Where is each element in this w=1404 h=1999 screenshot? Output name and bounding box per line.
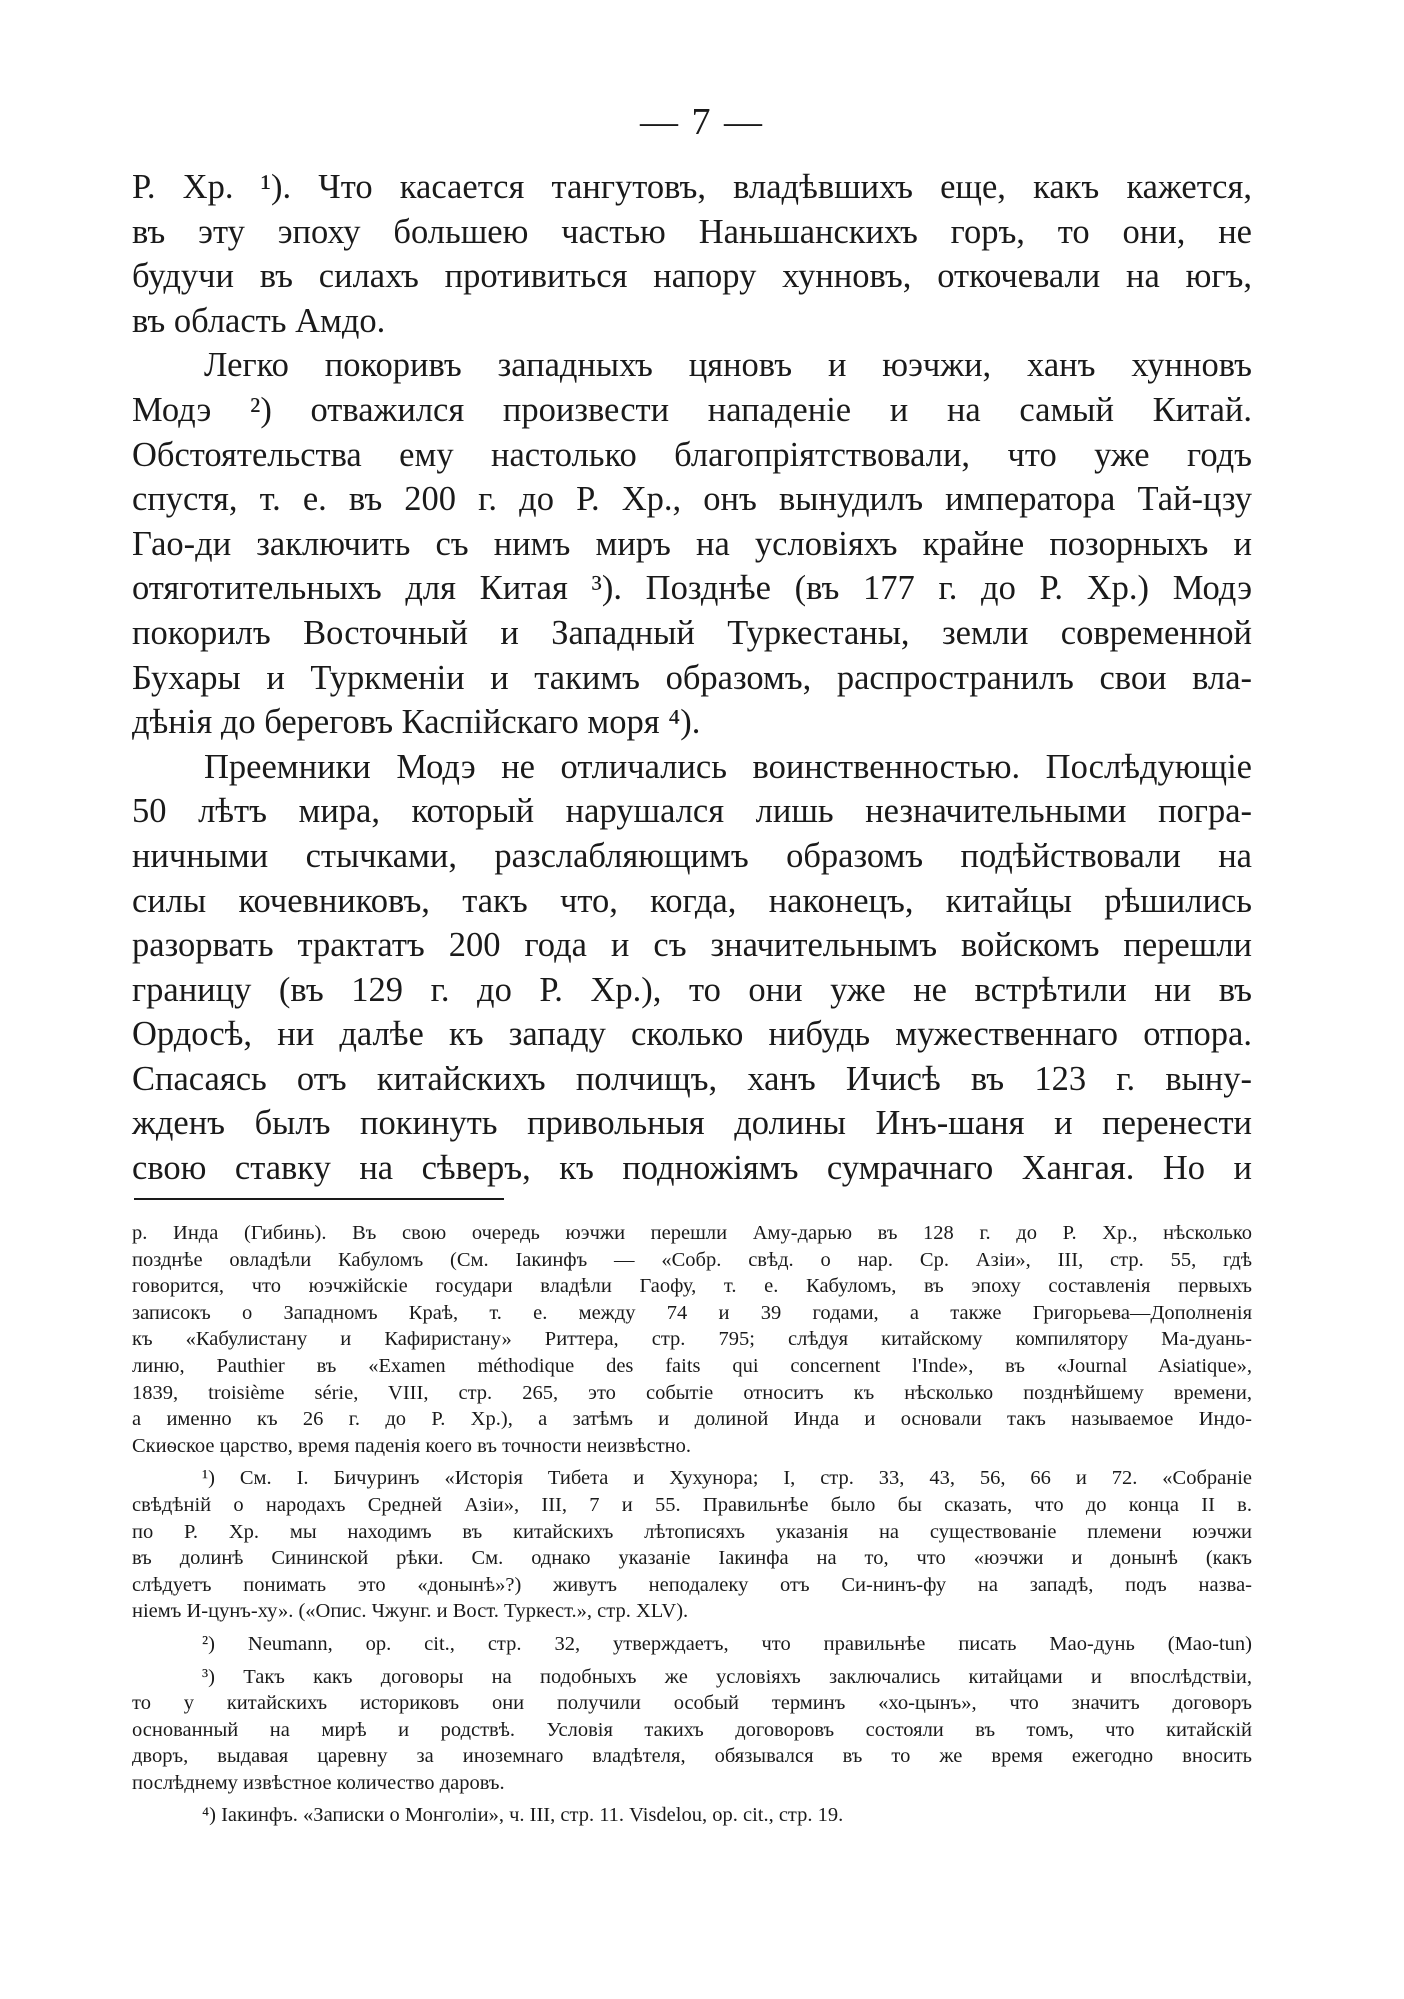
footnote-divider — [134, 1198, 504, 1200]
text-line: отяготительныхъ для Китая ³). Позднѣе (въ 177 г. до Р. Хр.) Модэ — [132, 569, 1252, 608]
footnote-4: ⁴) Іакинфъ. «Записки о Монголіи», ч. III, стр. 11. Visdelou, op. cit., стр. 19. — [202, 1804, 844, 1827]
footnote-line: позднѣе овладѣли Кабуломъ (См. Іакинфъ — «Собр. свѣд. о нар. Ср. Азіи», III, стр. 55, гдѣ — [132, 1248, 1252, 1271]
text-line: свою ставку на сѣверъ, къ подножіямъ сумрачнаго Хангая. Но и — [132, 1149, 1252, 1188]
footnote-line: записокъ о Западномъ Краѣ, т. е. между 74 и 39 годами, а также Григорьева—Дополненія — [132, 1301, 1252, 1324]
footnote-line: въ долинѣ Сининской рѣки. См. однако указаніе Іакинфа на то, что «юэчжи и донынѣ (какъ — [132, 1547, 1252, 1570]
text-line: Легко покоривъ западныхъ цяновъ и юэчжи, ханъ хунновъ — [204, 346, 1252, 385]
text-line: въ эту эпоху большею частью Наньшанскихъ горъ, то они, не — [132, 212, 1252, 251]
text-line: Гао-ди заключить съ нимъ миръ на условіяхъ крайне позорныхъ и — [132, 524, 1252, 563]
text-line: жденъ былъ покинуть привольныя долины Инъ-шаня и перенести — [132, 1104, 1252, 1143]
footnotes — [132, 1220, 1252, 1829]
footnote-3: ³) Такъ какъ договоры на подобныхъ же условіяхъ заключались китайцами и впослѣдствіи, — [202, 1665, 1252, 1688]
text-line: Спасаясь отъ китайскихъ полчищъ, ханъ Ичисѣ въ 123 г. выну- — [132, 1059, 1252, 1098]
text-line: силы кочевниковъ, такъ что, когда, наконецъ, китайцы рѣшились — [132, 881, 1252, 920]
footnote-2: ²) Neumann, op. cit., стр. 32, утверждаетъ, что правильнѣе писать Мао-дунь (Mao-tun) — [202, 1632, 1252, 1655]
footnote-line: къ «Кабулистану и Кафиристану» Риттера, стр. 795; слѣдуя китайскому компилятору Ма-дуань- — [132, 1328, 1252, 1351]
footnote-line: р. Инда (Гибинь). Въ свою очередь юэчжи перешли Аму-дарью въ 128 г. до Р. Хр., нѣсколько — [132, 1222, 1252, 1244]
footnote-line: слѣдуетъ понимать это «донынѣ»?) живутъ неподалеку отъ Си-нинъ-фу на западѣ, подъ назва- — [132, 1573, 1252, 1596]
text-line: Ордосѣ, ни далѣе къ западу сколько нибудь мужественнаго отпора. — [132, 1015, 1252, 1054]
page-number: — 7 — — [640, 101, 764, 143]
footnote-line: говорится, что юэчжійскіе государи владѣли Гаофу, т. е. Кабуломъ, въ эпоху составленія первыхъ — [132, 1275, 1252, 1298]
footnote-line: а именно къ 26 г. до Р. Хр.), а затѣмъ и долиной Инда и основали такъ называемое Индо- — [132, 1408, 1252, 1431]
text-line: Р. Хр. ¹). Что касается тангутовъ, владѣвшихъ еще, какъ кажется, — [132, 168, 1252, 206]
footnote-line: свѣдѣній о народахъ Средней Азіи», III, 7 и 55. Правильнѣе было бы сказать, что до конца II в. — [132, 1493, 1252, 1516]
text-line: разорвать трактатъ 200 года и съ значительнымъ войскомъ перешли — [132, 926, 1252, 965]
footnote-line: дворъ, выдавая царевну за иноземнаго владѣтеля, обязывался въ то же время ежегодно вносить — [132, 1745, 1252, 1768]
text-line: Обстоятельства ему настолько благопріятствовали, что уже годъ — [132, 435, 1252, 474]
footnote-1: ¹) См. І. Бичуринъ «Исторія Тибета и Хухунора; I, стр. 33, 43, 56, 66 и 72. «Собраніе — [202, 1467, 1252, 1490]
footnote-line: основанный на мирѣ и родствѣ. Условія такихъ договоровъ состояли въ томъ, что китайскій — [132, 1718, 1252, 1741]
text-line: дѣнія до береговъ Каспійскаго моря ⁴). — [132, 703, 701, 742]
footnote-line: ніемъ И-цунъ-ху». («Опис. Чжунг. и Вост. Туркест.», стр. XLV). — [132, 1600, 689, 1623]
text-line: Бухары и Туркменіи и такимъ образомъ, распространилъ свои вла- — [132, 658, 1252, 697]
text-line: ничными стычками, разслабляющимъ образомъ подѣйствовали на — [132, 836, 1252, 875]
text-line: будучи въ силахъ противиться напору хунновъ, откочевали на югъ, — [132, 257, 1252, 296]
footnote-line: то у китайскихъ историковъ они получили особый терминъ «хо-цынъ», что значитъ договоръ — [132, 1692, 1252, 1715]
footnote-line: послѣднему извѣстное количество даровъ. — [132, 1771, 505, 1794]
text-line: Модэ ²) отважился произвести нападеніе и на самый Китай. — [132, 390, 1252, 429]
text-line: Преемники Модэ не отличались воинственностью. Послѣдующіе — [204, 747, 1252, 786]
text-line: 50 лѣтъ мира, который нарушался лишь незначительными погра- — [132, 792, 1252, 831]
text-line: въ область Амдо. — [132, 301, 386, 340]
text-line: границу (въ 129 г. до Р. Хр.), то они уже не встрѣтили ни въ — [132, 970, 1252, 1009]
footnote-line: линю, Pauthier въ «Examen méthodique des faits qui concernent l'Inde», въ «Journal Asiatique», — [132, 1354, 1252, 1377]
footnote-line: 1839, troisième série, VIII, стр. 265, это событіе относитъ къ нѣсколько позднѣйшему времени, — [132, 1381, 1252, 1404]
text-line: покорилъ Восточный и Западный Туркестаны, земли современной — [132, 613, 1252, 652]
footnote-line: Скиѳское царство, время паденія коего въ точности неизвѣстно. — [132, 1434, 692, 1457]
footnote-line: по Р. Хр. мы находимъ въ китайскихъ лѣтописяхъ указанія на существованіе племени юэчжи — [132, 1520, 1252, 1543]
text-line: спустя, т. е. въ 200 г. до Р. Хр., онъ вынудилъ императора Тай-цзу — [132, 480, 1252, 519]
main-text — [132, 165, 1252, 1191]
